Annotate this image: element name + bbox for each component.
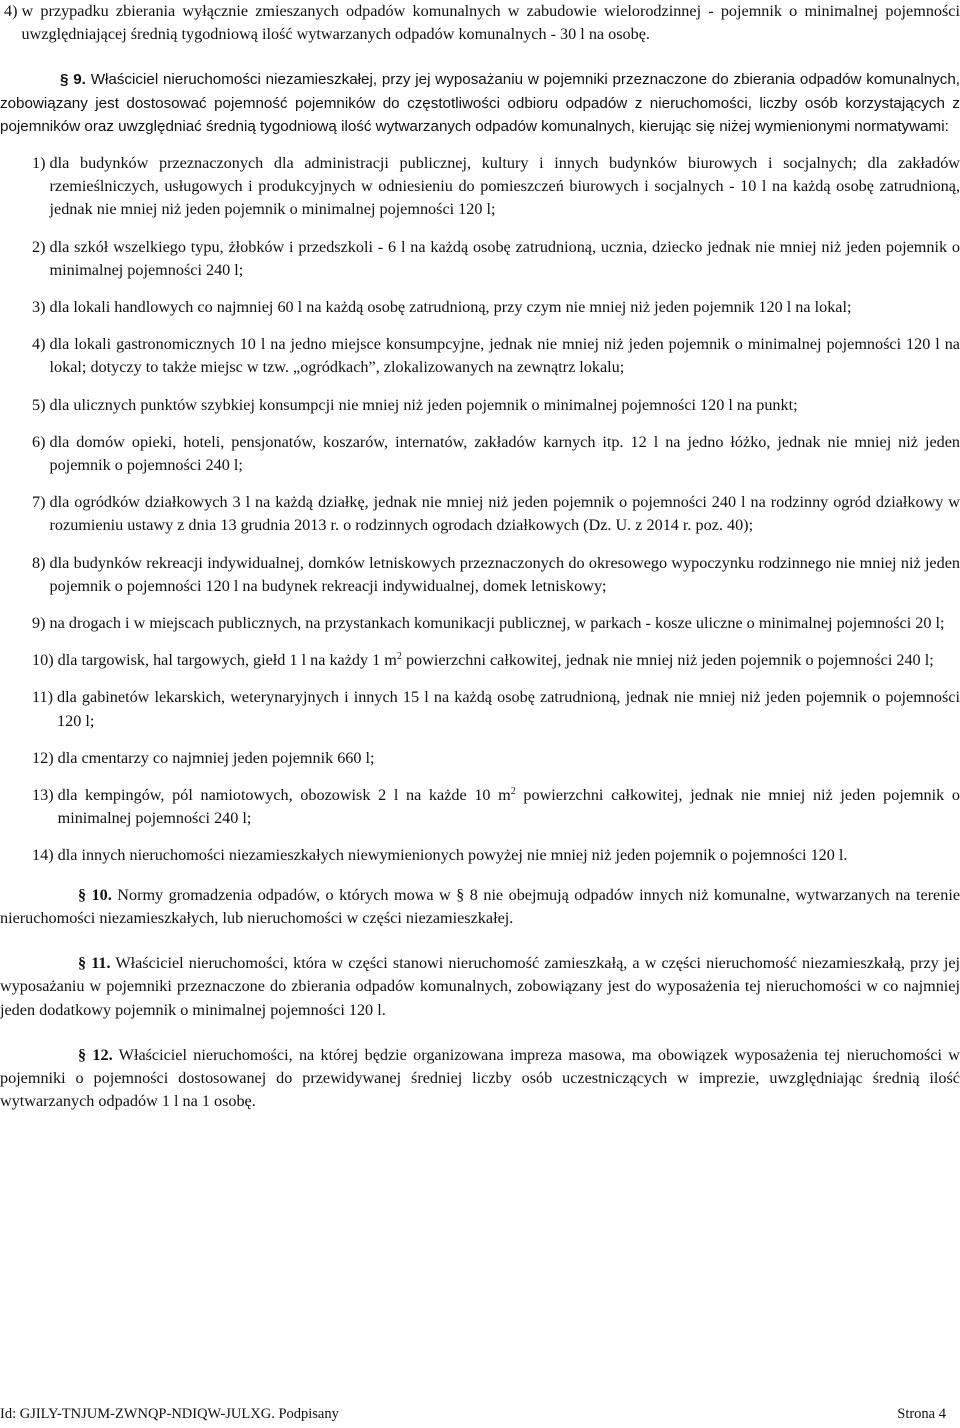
list-item bbox=[32, 747, 960, 770]
section-text: Właściciel nieruchomości niezamieszkałej, przy jej wyposażaniu w pojemniki przeznaczone do zbierania odpadów komunalnych, zobowiązany jest dostosować pojemność pojemników do częstotliwości odbioru odpadów z nieruchomości, liczby osób korzystających z pojemników oraz uwzględniać średnią tygodniową ilość wytwarzanych odpadów komunalnych, kierując się niżej wymienionymi normatywami: bbox=[0, 71, 960, 135]
list-item bbox=[32, 844, 960, 867]
list-item-number: 12) bbox=[32, 748, 58, 767]
list-item-text: dla budynków rekreacji indywidualnej, domków letniskowych przeznaczonych do okresowego wypoczynku rodzinnego nie mniej niż jeden pojemnik o pojemności 120 l na budynek rekreacji indywidualnej, domek letniskowy; bbox=[49, 553, 960, 595]
list-item-text: w przypadku zbierania wyłącznie zmieszanych odpadów komunalnych w zabudowie wielorodzinnej - pojemnik o minimalnej pojemności uwzględniającej średnią tygodniową ilość wytwarzanych odpadów komunalnych - 30 l na osobę. bbox=[21, 2, 960, 44]
list-item-text-part: dla kempingów, pól namiotowych, obozowisk 2 l na każde 10 m bbox=[57, 786, 511, 805]
list-item-text: dla gabinetów lekarskich, weterynaryjnych i innych 15 l na każdą osobę zatrudnioną, jednak nie mniej niż jeden pojemnik o pojemności 120 l; bbox=[57, 688, 960, 730]
list-item bbox=[32, 296, 960, 319]
section-9 bbox=[0, 68, 960, 138]
list-item-text: dla szkół wszelkiego typu, żłobków i przedszkoli - 6 l na każdą osobę zatrudnioną, ucznia, dziecko jednak nie mniej niż jeden pojemnik o minimalnej pojemności 240 l; bbox=[49, 237, 960, 279]
section-text: Właściciel nieruchomości, na której będzie organizowana impreza masowa, ma obowiązek wyposażenia tej nieruchomości w pojemniki o pojemności dostosowanej do przewidywanej średniej liczby osób uczestniczących w imprezie, uwzględniając średnią ilość wytwarzanych odpadów 1 l na 1 osobę. bbox=[0, 1045, 960, 1111]
section-number: 9. bbox=[73, 71, 86, 89]
list-item bbox=[32, 686, 960, 732]
list-item-number: 2) bbox=[32, 237, 50, 256]
list-item bbox=[32, 491, 960, 537]
list-item bbox=[32, 784, 960, 830]
list-item-number: 10) bbox=[32, 651, 58, 670]
list-item-text: dla lokali gastronomicznych 10 l na jedno miejsce konsumpcyjne, jednak nie mniej niż jeden pojemnik o minimalnej pojemności 120 l na lokal; dotyczy to także miejsc w tzw. „ogródkach”, zlokalizowanych na zewnątrz lokalu; bbox=[49, 335, 960, 377]
list-item-text: dla ulicznych punktów szybkiej konsumpcji nie mniej niż jeden pojemnik o minimalnej pojemności 120 l na punkt; bbox=[49, 395, 798, 414]
section-marker: § bbox=[60, 71, 69, 89]
section-text: Normy gromadzenia odpadów, o których mowa w § 8 nie obejmują odpadów innych niż komunalne, wytwarzanych na terenie nieruchomości niezamieszkałych, lub nieruchomości w części niezamieszkałej. bbox=[0, 885, 960, 927]
section-10 bbox=[0, 884, 960, 930]
list-item bbox=[32, 152, 960, 222]
superscript: 2 bbox=[396, 651, 402, 663]
list-item-number: 11) bbox=[32, 688, 58, 707]
superscript: 2 bbox=[510, 786, 516, 798]
document-id: Id: GJILY-TNJUM-ZWNQP-NDIQW-JULXG. Podpisany bbox=[0, 1406, 339, 1422]
list-item-text bbox=[58, 784, 960, 830]
list-item bbox=[32, 649, 960, 672]
list-item-number: 13) bbox=[32, 786, 58, 805]
list-item-text: dla lokali handlowych co najmniej 60 l na każdą osobę zatrudnioną, przy czym nie mniej niż jeden pojemnik 120 l na lokal; bbox=[49, 298, 852, 317]
list-item bbox=[32, 431, 960, 477]
list-item-text: dla innych nieruchomości niezamieszkałych niewymienionych powyżej nie mniej niż jeden pojemnik o pojemności 120 l. bbox=[57, 846, 848, 865]
section-number: 10. bbox=[91, 885, 112, 904]
section-text: Właściciel nieruchomości, która w części stanowi nieruchomość zamieszkałą, a w części nieruchomość niezamieszkałą, przy jej wyposażaniu w pojemniki przeznaczone do zbierania odpadów komunalnych, zobowiązany jest do wyposażenia tej nieruchomości w co najmniej jeden dodatkowy pojemnik o minimalnej pojemności 120 l. bbox=[0, 954, 960, 1019]
list-item-intro bbox=[0, 0, 960, 46]
list-item bbox=[32, 236, 960, 282]
list-item-text: dla cmentarzy co najmniej jeden pojemnik 660 l; bbox=[57, 748, 375, 767]
list-item-number: 4) bbox=[4, 2, 22, 20]
section-marker: § bbox=[78, 1045, 87, 1064]
list-item-text-part: powierzchni całkowitej, jednak nie mniej niż jeden pojemnik o minimalnej pojemności 240 l; bbox=[57, 786, 960, 828]
list-item-text bbox=[58, 649, 960, 672]
list-item-text-part: powierzchni całkowitej, jednak nie mniej niż jeden pojemnik o pojemności 240 l; bbox=[401, 651, 934, 670]
list-item-number: 5) bbox=[32, 395, 50, 414]
section-12 bbox=[0, 1044, 960, 1114]
list-item-number: 3) bbox=[32, 298, 50, 317]
list-item-text: dla domów opieki, hoteli, pensjonatów, koszarów, internatów, zakładów karnych itp. 12 l na jedno łóżko, jednak nie mniej niż jeden pojemnik o pojemności 240 l; bbox=[49, 432, 960, 475]
normatives-list bbox=[32, 152, 960, 868]
section-11 bbox=[0, 952, 960, 1022]
section-number: 11. bbox=[91, 954, 111, 973]
list-item-number: 6) bbox=[32, 432, 50, 451]
list-item-number: 1) bbox=[32, 154, 50, 173]
list-item-text: dla ogródków działkowych 3 l na każdą działkę, jednak nie mniej niż jeden pojemnik o pojemności 240 l na rodzinny ogród działkowy w rozumieniu ustawy z dnia 13 grudnia 2013 r. o rodzinnych ogrodach działkowych (Dz. U. z 2014 r. poz. 40); bbox=[49, 493, 960, 535]
section-marker: § bbox=[78, 885, 87, 904]
list-item bbox=[32, 552, 960, 598]
list-item-number: 7) bbox=[32, 493, 50, 512]
list-item-number: 8) bbox=[32, 553, 50, 572]
page-number: Strona 4 bbox=[897, 1406, 946, 1422]
list-item bbox=[32, 612, 960, 635]
list-item-text-part: dla targowisk, hal targowych, giełd 1 l na każdy 1 m bbox=[57, 651, 397, 670]
list-item-number: 9) bbox=[32, 614, 50, 633]
list-item-text: na drogach i w miejscach publicznych, na przystankach komunikacji publicznej, w parkach - kosze uliczne o minimalnej pojemności 20 l; bbox=[49, 614, 945, 633]
section-marker: § bbox=[78, 954, 87, 973]
section-number: 12. bbox=[92, 1045, 113, 1064]
list-item bbox=[32, 333, 960, 379]
list-item-text: dla budynków przeznaczonych dla administracji publicznej, kultury i innych budynków biurowych i socjalnych; dla zakładów rzemieślniczych, usługowych i produkcyjnych w odniesieniu do pomieszczeń biurowych i socjalnych - 10 l na każdą osobę zatrudnioną, jednak nie mniej niż jeden pojemnik o minimalnej pojemności 120 l; bbox=[49, 154, 960, 219]
list-item-number: 14) bbox=[32, 846, 58, 865]
page-footer bbox=[0, 1406, 946, 1423]
list-item bbox=[32, 394, 960, 417]
list-item-number: 4) bbox=[32, 335, 50, 354]
